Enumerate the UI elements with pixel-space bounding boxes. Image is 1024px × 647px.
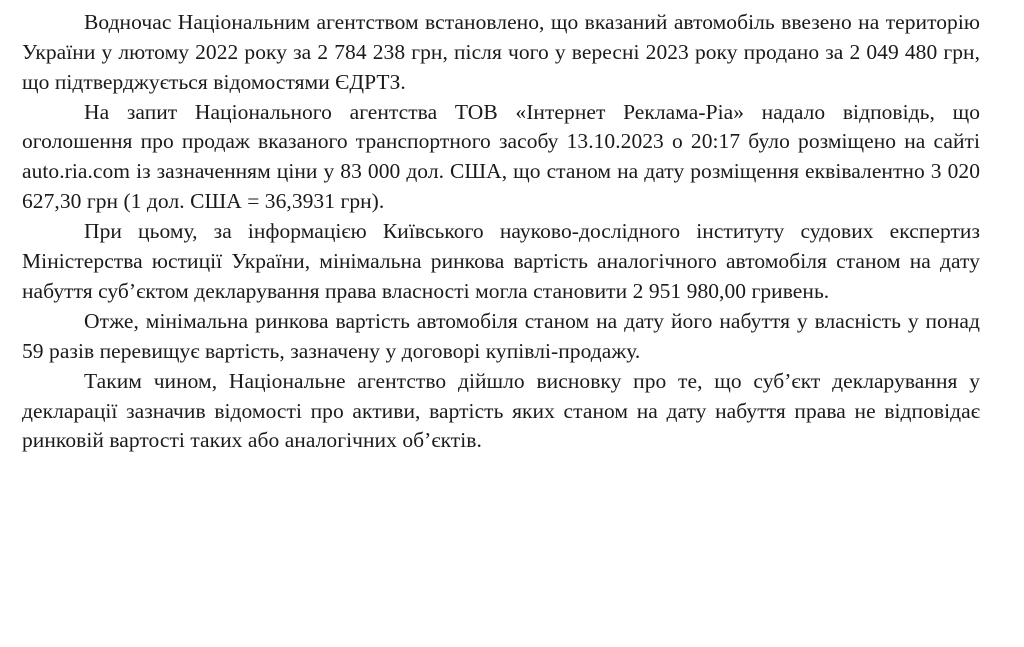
paragraph-4: Отже, мінімальна ринкова вартість автомобіля станом на дату його набуття у власність у понад 59 разів перевищує вартість, зазначену у договорі купівлі-продажу. bbox=[22, 308, 980, 363]
paragraph-1: Водночас Національним агентством встановлено, що вказаний автомобіль ввезено на територію України у лютому 2022 року за 2 784 238 грн, після чого у вересні 2023 року продано за 2 049 480 грн, що підтверджується відомостями ЄДРТЗ. bbox=[22, 10, 980, 94]
paragraph-2: На запит Національного агентства ТОВ «Інтернет Реклама-Ріа» надало відповідь, що оголошення про продаж вказаного транспортного засобу 13.10.2023 о 20:17 було розміщено на сайті auto.ria.com із зазначенням ціни у 83 000 дол. США, що станом на дату розміщення еквівалентно 3 020 627,30 грн (1 дол. США = 36,3931 грн). bbox=[22, 99, 980, 214]
paragraph-3: При цьому, за інформацією Київського науково-дослідного інституту судових експертиз Міністерства юстиції України, мінімальна ринкова вартість аналогічного автомобіля станом на дату набуття суб’єктом декларування права власності могла становити 2 951 980,00 гривень. bbox=[22, 219, 980, 303]
paragraph-5: Таким чином, Національне агентство дійшло висновку про те, що суб’єкт декларування у декларації зазначив відомості про активи, вартість яких станом на дату набуття права не відповідає ринковій вартості таких або аналогічних об’єктів. bbox=[22, 368, 980, 453]
document-text-body bbox=[22, 8, 980, 456]
